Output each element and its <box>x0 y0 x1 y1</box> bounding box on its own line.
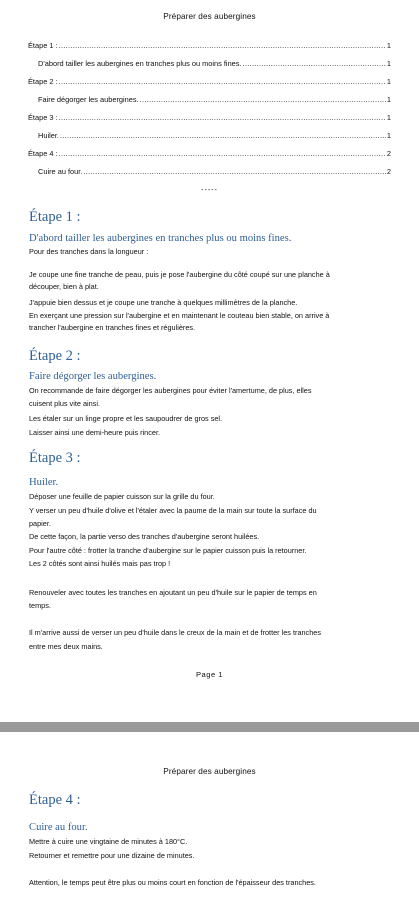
step-3-line: De cette façon, la partie verso des tranches d'aubergine seront huilées. <box>29 532 260 541</box>
step-1-line: découper, bien à plat. <box>29 282 99 291</box>
toc-entry-title: Étape 4 : <box>28 149 58 158</box>
toc-entry[interactable] <box>28 76 391 86</box>
toc-entry-page: 1 <box>386 95 391 104</box>
toc-entry[interactable] <box>28 148 391 158</box>
toc-leader <box>243 59 386 68</box>
step-4-line: Retourner et remettre pour une dizaine de minutes. <box>29 851 195 860</box>
step-3-line: Y verser un peu d'huile d'olive et l'étaler avec la paume de la main sur toute la surface du <box>29 506 317 515</box>
step-3-heading: Étape 3 : <box>29 450 81 466</box>
page-header: Préparer des aubergines <box>163 767 256 776</box>
toc-entry-page: 1 <box>386 113 391 122</box>
step-3-subheading: Huiler. <box>29 477 59 488</box>
page-number: Page 1 <box>195 670 224 679</box>
toc-entry-page: 1 <box>386 41 391 50</box>
step-3-line: entre mes deux mains. <box>29 642 103 651</box>
step-1-line: trancher l'aubergine en tranches fines et régulières. <box>29 323 196 332</box>
toc-entry-title: Cuire au four. <box>38 167 83 176</box>
toc-leader <box>59 149 386 158</box>
toc-entry-title: Étape 1 : <box>28 41 58 50</box>
step-3-line: temps. <box>29 601 51 610</box>
step-1-heading: Étape 1 : <box>29 209 81 225</box>
step-4-heading: Étape 4 : <box>29 792 81 808</box>
toc-entry-page: 1 <box>386 77 391 86</box>
toc-entry[interactable] <box>28 40 391 50</box>
step-4-line: Mettre à cuire une vingtaine de minutes à 180°C. <box>29 837 188 846</box>
section-separator: ----- <box>201 187 218 194</box>
step-2-heading: Étape 2 : <box>29 348 81 364</box>
page-header: Préparer des aubergines <box>163 12 256 21</box>
toc-leader <box>59 77 386 86</box>
step-3-line: Il m'arrive aussi de verser un peu d'huile dans le creux de la main et de frotter les tranches <box>29 628 321 637</box>
toc-leader <box>140 95 386 104</box>
toc-entry-title: Faire dégorger les aubergines. <box>38 95 139 104</box>
step-1-line: En exerçant une pression sur l'aubergine et en maintenant le couteau bien stable, on arrive à <box>29 311 330 320</box>
step-4-subheading: Cuire au four. <box>29 822 88 833</box>
toc-entry-title: Huiler. <box>38 131 59 140</box>
toc-entry-title: Étape 2 : <box>28 77 58 86</box>
step-2-line: cuisent plus vite ainsi. <box>29 399 100 408</box>
toc-leader <box>59 41 386 50</box>
step-3-line: Les 2 côtés sont ainsi huilés mais pas trop ! <box>29 559 171 568</box>
toc-leader <box>59 113 386 122</box>
toc-entry-page: 1 <box>386 59 391 68</box>
toc-entry-page: 2 <box>386 149 391 158</box>
step-3-line: papier. <box>29 519 51 528</box>
step-1-line: Je coupe une fine tranche de peau, puis je pose l'aubergine du côté coupé sur une planche à <box>29 270 330 279</box>
step-2-subheading: Faire dégorger les aubergines. <box>29 371 157 382</box>
step-3-line: Déposer une feuille de papier cuisson sur la grille du four. <box>29 492 215 501</box>
step-2-line: Les étaler sur un linge propre et les saupoudrer de gros sel. <box>29 414 223 423</box>
step-1-line: Pour des tranches dans la longueur : <box>29 247 149 256</box>
toc-leader <box>83 167 386 176</box>
toc-leader <box>60 131 386 140</box>
toc-entry[interactable] <box>38 130 391 140</box>
toc-entry-title: D'abord tailler les aubergines en tranches plus ou moins fines. <box>38 59 242 68</box>
toc-entry[interactable] <box>38 58 391 68</box>
toc-entry-title: Étape 3 : <box>28 113 58 122</box>
step-2-line: On recommande de faire dégorger les aubergines pour éviter l'amertume, de plus, elles <box>29 386 312 395</box>
toc-entry[interactable] <box>38 94 391 104</box>
document-page-2 <box>0 732 419 919</box>
toc-entry-page: 1 <box>386 131 391 140</box>
step-3-line: Pour l'autre côté : frotter la tranche d'aubergine sur le papier cuisson puis la retourner. <box>29 546 307 555</box>
step-1-line: J'appuie bien dessus et je coupe une tranche à quelques millimètres de la planche. <box>29 298 298 307</box>
step-4-line: Attention, le temps peut être plus ou moins court en fonction de l'épaisseur des tranches. <box>29 878 316 887</box>
step-2-line: Laisser ainsi une demi-heure puis rincer. <box>29 428 161 437</box>
toc-entry-page: 2 <box>386 167 391 176</box>
page-break <box>0 722 419 732</box>
step-3-line: Renouveler avec toutes les tranches en ajoutant un peu d'huile sur le papier de temps en <box>29 588 317 597</box>
step-1-subheading: D'abord tailler les aubergines en tranches plus ou moins fines. <box>29 233 292 244</box>
toc-entry[interactable] <box>38 166 391 176</box>
toc-entry[interactable] <box>28 112 391 122</box>
